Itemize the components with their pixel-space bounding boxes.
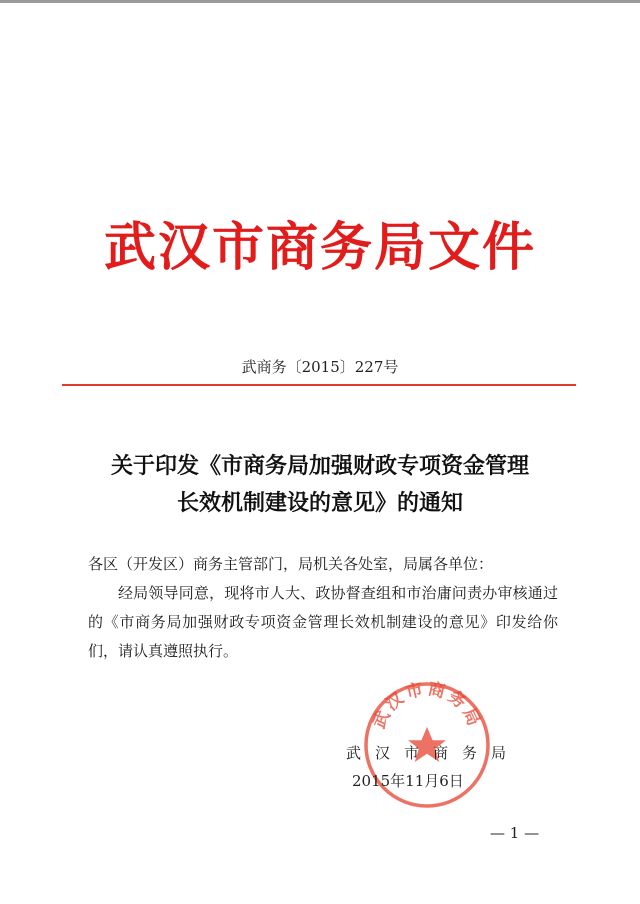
- document-title: [0, 448, 640, 522]
- title-line-1: 关于印发《市商务局加强财政专项资金管理: [110, 453, 529, 479]
- page-number: — 1 —: [490, 824, 540, 842]
- salutation: 各区（开发区）商务主管部门，局机关各处室，局属各单位：: [88, 555, 494, 573]
- seal-text: 武汉市商务局: [369, 680, 485, 732]
- title-line-2: 长效机制建设的意见》的通知: [176, 490, 463, 516]
- document-body: [88, 550, 558, 666]
- red-divider: [62, 384, 576, 386]
- issuer-signature: 武汉市商务局: [346, 744, 521, 762]
- svg-text:武汉市商务局: [368, 680, 484, 732]
- issue-date: 2015年11月6日: [352, 772, 464, 790]
- scan-edge: [0, 0, 640, 3]
- body-paragraph: 经局领导同意，现将市人大、政协督查组和市治庸问责办审核通过的《市商务局加强财政专项资金管理长效机制建设的意见》印发给你们，请认真遵照执行。: [88, 584, 558, 660]
- agency-header: 武汉市商务局文件: [103, 218, 536, 278]
- document-number: 武商务〔2015〕227号: [241, 358, 399, 376]
